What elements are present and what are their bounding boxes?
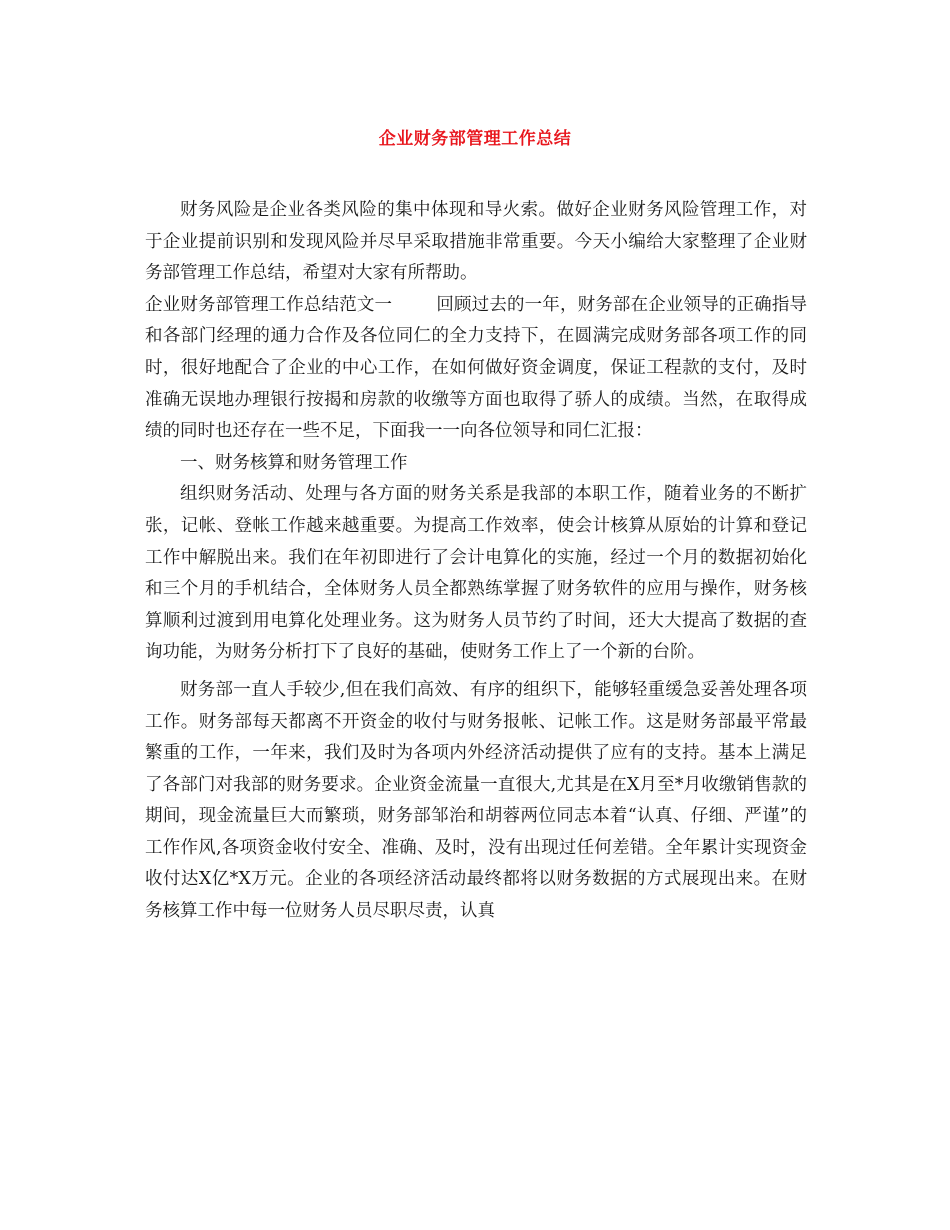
body-paragraph-2: 财务部一直人手较少,但在我们高效、有序的组织下，能够轻重缓急妥善处理各项工作。财务部每天都离不开资金的收付与财务报帐、记帐工作。这是财务部最平常最繁重的工作，一年来，我们及时为各项内外经济活动提供了应有的支持。基本上满足了各部门对我部的财务要求。企业资金流量一直很大,尤其是在X月至*月收缴销售款的期间，现金流量巨大而繁琐，财务部邹治和胡蓉两位同志本着“认真、仔细、严谨”的工作作风,各项资金收付安全、准确、及时，没有出现过任何差错。全年累计实现资金收付达X亿*X万元。企业的各项经济活动最终都将以财务数据的方式展现出来。在财务核算工作中每一位财务人员尽职尽责，认真 <box>145 679 807 922</box>
body-paragraph-1: 组织财务活动、处理与各方面的财务关系是我部的本职工作，随着业务的不断扩张，记帐、登帐工作越来越重要。为提高工作效率，使会计核算从原始的计算和登记工作中解脱出来。我们在年初即进行了会计电算化的实施，经过一个月的数据初始化和三个月的手机结合，全体财务人员全都熟练掌握了财务软件的应用与操作，财务核算顺利过渡到用电算化处理业务。这为财务人员节约了时间，还大大提高了数据的查询功能，为财务分析打下了良好的基础，使财务工作上了一个新的台阶。 <box>145 484 807 663</box>
section-heading: 一、财务核算和财务管理工作 <box>180 452 408 473</box>
sample-paragraph <box>145 290 807 448</box>
document-body <box>145 195 807 928</box>
document-title: 企业财务部管理工作总结 <box>378 129 572 149</box>
sample-intro: 回顾过去的一年，财务部在企业领导的正确指导和各部门经理的通力合作及各位同仁的全力支持下，在圆满完成财务部各项工作的同时，很好地配合了企业的中心工作，在如何做好资金调度，保证工程款的支付，及时准确无误地办理银行按揭和房款的收缴等方面也取得了骄人的成绩。当然，在取得成绩的同时也还存在一些不足，下面我一一向各位领导和同仁汇报： <box>145 294 808 442</box>
intro-paragraph: 财务风险是企业各类风险的集中体现和导火索。做好企业财务风险管理工作，对于企业提前识别和发现风险并尽早采取措施非常重要。今天小编给大家整理了企业财务部管理工作总结，希望对大家有所帮助。 <box>145 200 807 284</box>
sample-heading: 企业财务部管理工作总结范文一 <box>145 294 393 315</box>
